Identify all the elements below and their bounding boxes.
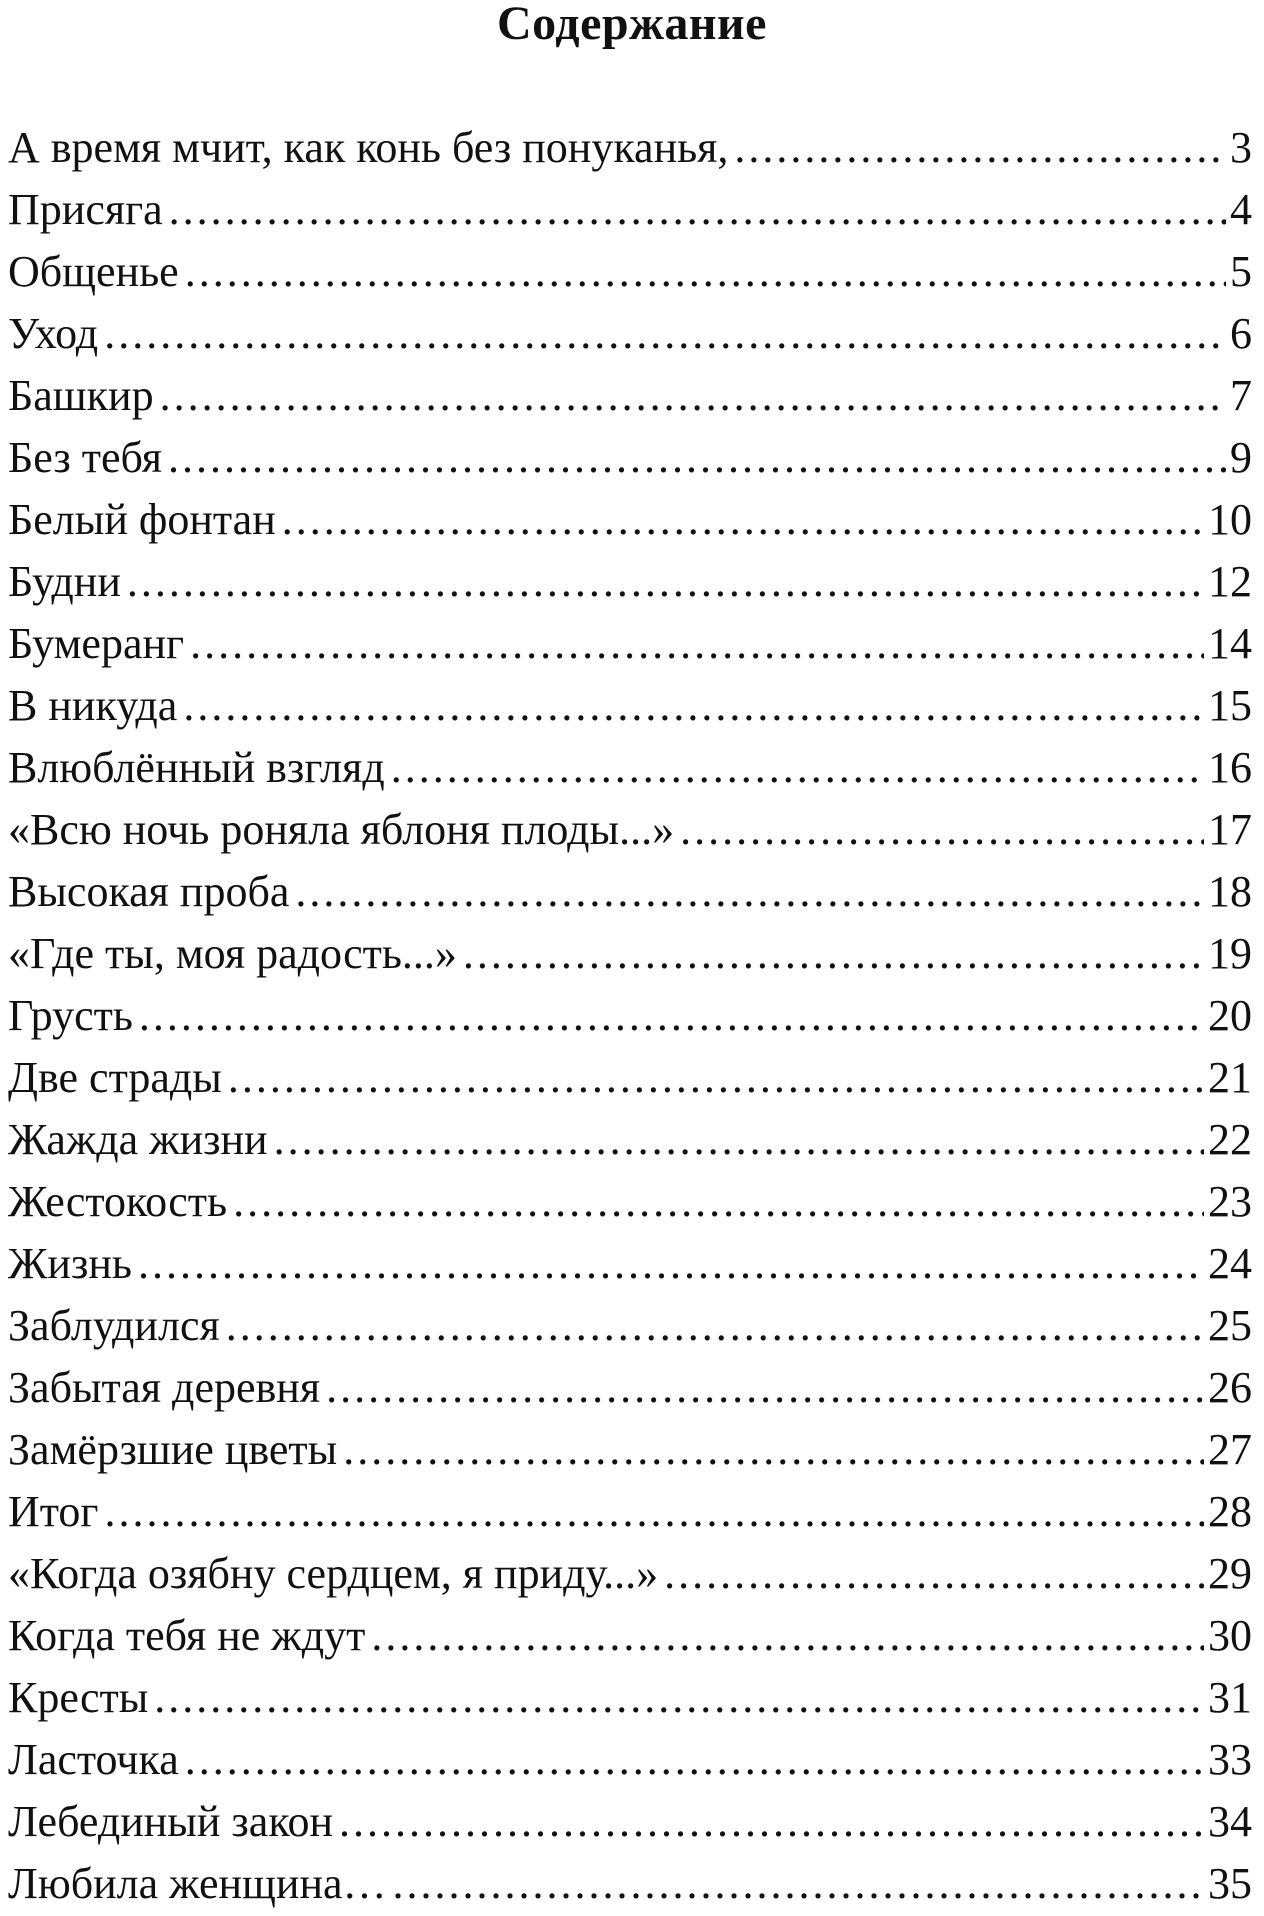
toc-entry-page-number: 27 [1208, 1425, 1252, 1474]
toc-entry-title: Уход [8, 309, 99, 358]
toc-entry-title: Ласточка [8, 1735, 179, 1784]
toc-dot-leader [680, 799, 1204, 861]
toc-entry [8, 365, 1252, 427]
toc-dot-leader [326, 1357, 1204, 1419]
toc-entry-page-number: 14 [1208, 619, 1252, 668]
toc-entry-page-number: 4 [1230, 185, 1252, 234]
toc-entry-title: Лебединый закон [8, 1797, 334, 1846]
toc-entry-title: Жизнь [8, 1239, 132, 1288]
toc-dot-leader [233, 1171, 1204, 1233]
toc-entry [8, 303, 1252, 365]
toc-entry-title: Когда тебя не ждут [8, 1611, 366, 1660]
toc-entry [8, 551, 1252, 613]
toc-dot-leader [185, 1729, 1204, 1791]
toc-dot-leader [664, 1543, 1204, 1605]
toc-entry-title: Кресты [8, 1673, 149, 1722]
toc-dot-leader [734, 117, 1226, 179]
toc-entry-page-number: 21 [1208, 1053, 1252, 1102]
table-of-contents [8, 117, 1252, 1915]
toc-entry [8, 241, 1252, 303]
toc-dot-leader [104, 1481, 1204, 1543]
toc-entry-page-number: 9 [1230, 433, 1252, 482]
toc-entry-title: Грусть [8, 991, 133, 1040]
toc-entry [8, 675, 1252, 737]
toc-entry-page-number: 29 [1208, 1549, 1252, 1598]
toc-entry [8, 1605, 1252, 1667]
toc-entry-page-number: 30 [1208, 1611, 1252, 1660]
toc-entry-page-number: 31 [1208, 1673, 1252, 1722]
toc-entry [8, 1729, 1252, 1791]
toc-entry-title: Итог [8, 1487, 99, 1536]
toc-dot-leader [391, 737, 1204, 799]
toc-entry-title: Любила женщина… [8, 1859, 387, 1908]
toc-entry-page-number: 6 [1230, 309, 1252, 358]
toc-entry-page-number: 35 [1208, 1859, 1252, 1908]
toc-entry-page-number: 16 [1208, 743, 1252, 792]
toc-entry [8, 179, 1252, 241]
toc-dot-leader [160, 365, 1226, 427]
toc-entry-page-number: 23 [1208, 1177, 1252, 1226]
toc-entry-title: «Когда озябну сердцем, я приду...» [8, 1549, 659, 1598]
toc-entry-title: Башкир [8, 371, 154, 420]
toc-entry [8, 427, 1252, 489]
toc-dot-leader [185, 241, 1226, 303]
toc-entry [8, 1109, 1252, 1171]
toc-dot-leader [154, 1667, 1204, 1729]
toc-entry [8, 1481, 1252, 1543]
toc-entry-title: Жестокость [8, 1177, 228, 1226]
toc-entry [8, 489, 1252, 551]
toc-entry-page-number: 19 [1208, 929, 1252, 978]
page-title: Содержание [497, 0, 767, 50]
toc-entry-title: Заблудился [8, 1301, 220, 1350]
toc-entry [8, 923, 1252, 985]
toc-entry-title: В никуда [8, 681, 178, 730]
toc-dot-leader [274, 1109, 1204, 1171]
toc-entry-page-number: 33 [1208, 1735, 1252, 1784]
toc-entry [8, 613, 1252, 675]
toc-dot-leader [168, 427, 1226, 489]
toc-entry [8, 117, 1252, 179]
toc-entry-page-number: 15 [1208, 681, 1252, 730]
toc-entry-title: Бумеранг [8, 619, 185, 668]
toc-entry-page-number: 17 [1208, 805, 1252, 854]
toc-entry [8, 1419, 1252, 1481]
toc-entry-page-number: 25 [1208, 1301, 1252, 1350]
toc-entry [8, 799, 1252, 861]
toc-entry-title: Две страды [8, 1053, 222, 1102]
toc-entry-page-number: 20 [1208, 991, 1252, 1040]
toc-entry [8, 861, 1252, 923]
toc-entry-page-number: 22 [1208, 1115, 1252, 1164]
toc-dot-leader [169, 179, 1226, 241]
toc-entry [8, 1543, 1252, 1605]
toc-entry-title: «Всю ночь роняла яблоня плоды...» [8, 805, 675, 854]
toc-dot-leader [393, 1853, 1204, 1915]
toc-entry-title: Влюблённый взгляд [8, 743, 385, 792]
toc-dot-leader [104, 303, 1226, 365]
toc-entry-page-number: 34 [1208, 1797, 1252, 1846]
toc-entry-page-number: 28 [1208, 1487, 1252, 1536]
toc-entry-title: Белый фонтан [8, 495, 276, 544]
toc-dot-leader [228, 1047, 1204, 1109]
toc-dot-leader [139, 985, 1204, 1047]
toc-entry-title: Высокая проба [8, 867, 290, 916]
toc-entry-page-number: 5 [1230, 247, 1252, 296]
toc-dot-leader [282, 489, 1204, 551]
toc-entry-page-number: 7 [1230, 371, 1252, 420]
toc-entry [8, 1853, 1252, 1915]
toc-dot-leader [226, 1295, 1204, 1357]
toc-dot-leader [343, 1419, 1204, 1481]
toc-dot-leader [138, 1233, 1204, 1295]
toc-entry [8, 1295, 1252, 1357]
toc-entry-title: Забытая деревня [8, 1363, 321, 1412]
toc-entry-title: Жажда жизни [8, 1115, 268, 1164]
toc-entry-page-number: 3 [1230, 123, 1252, 172]
toc-entry-page-number: 24 [1208, 1239, 1252, 1288]
toc-entry-title: А время мчит, как конь без понуканья, [8, 123, 729, 172]
toc-entry [8, 985, 1252, 1047]
toc-dot-leader [295, 861, 1204, 923]
toc-dot-leader [127, 551, 1204, 613]
toc-entry-title: Присяга [8, 185, 163, 234]
toc-entry [8, 737, 1252, 799]
toc-entry [8, 1171, 1252, 1233]
toc-entry-page-number: 26 [1208, 1363, 1252, 1412]
toc-entry-page-number: 12 [1208, 557, 1252, 606]
toc-entry-page-number: 10 [1208, 495, 1252, 544]
toc-entry-title: Замёрзшие цветы [8, 1425, 338, 1474]
toc-entry-title: «Где ты, моя радость...» [8, 929, 457, 978]
toc-dot-leader [190, 613, 1204, 675]
toc-entry [8, 1357, 1252, 1419]
toc-dot-leader [463, 923, 1204, 985]
toc-entry-title: Без тебя [8, 433, 162, 482]
toc-dot-leader [371, 1605, 1204, 1667]
toc-entry-title: Общенье [8, 247, 179, 296]
toc-entry [8, 1233, 1252, 1295]
toc-dot-leader [183, 675, 1204, 737]
toc-entry-title: Будни [8, 557, 121, 606]
toc-dot-leader [339, 1791, 1204, 1853]
toc-entry [8, 1791, 1252, 1853]
toc-entry [8, 1047, 1252, 1109]
toc-entry-page-number: 18 [1208, 867, 1252, 916]
toc-entry [8, 1667, 1252, 1729]
